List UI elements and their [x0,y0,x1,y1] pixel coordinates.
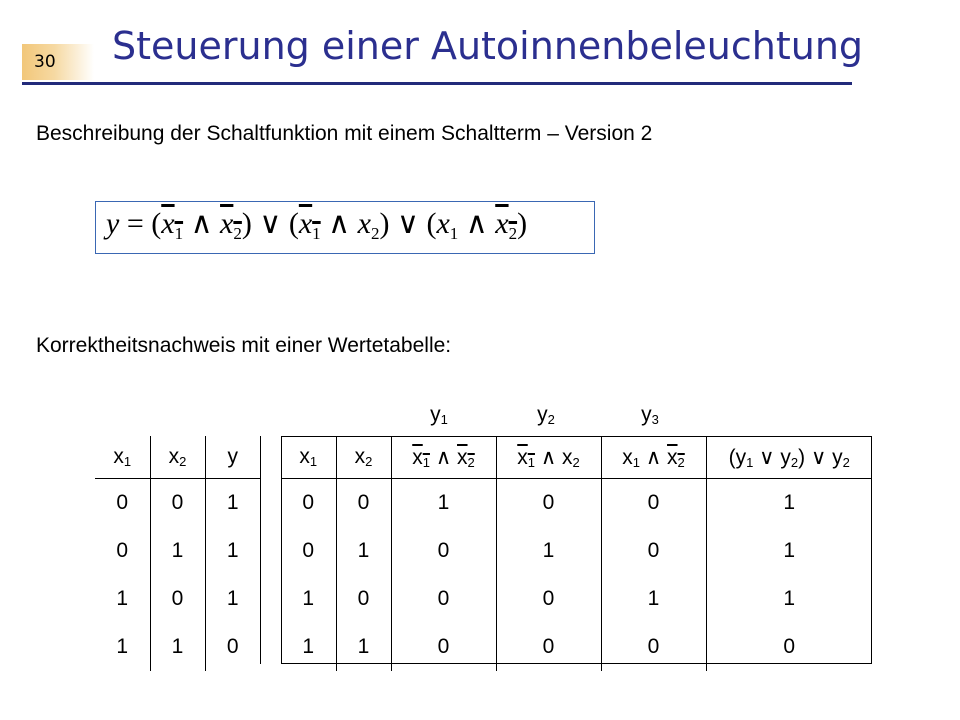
header-x1-and-not-x2: $x_1$ ∧ $x_2$ [601,436,706,479]
cell: 0 [496,479,601,528]
header-x1: $x_1$ [281,436,336,479]
cell: 1 [601,575,706,623]
cell: 1 [150,623,205,671]
cell: 0 [496,575,601,623]
cell: 1 [706,575,872,623]
cell: 1 [496,527,601,575]
table-row [281,479,872,528]
cell: 1 [391,479,496,528]
formula-and: ∧ [465,207,488,240]
formula-or: ∨ [396,207,419,240]
cell: 0 [205,623,260,671]
formula-eq: = [119,207,152,240]
cell: 1 [205,479,260,528]
header-x1: $x_1$ [95,436,150,479]
header-result: ($y_1$ ∨ $y_2$) ∨ $y_2$ [706,436,872,479]
formula-or: ∨ [259,207,282,240]
cell: 1 [336,527,391,575]
cell: 1 [150,527,205,575]
formula-var: x [220,207,234,240]
label-y2: $y_2$ [537,403,555,427]
header-x2: $x_2$ [150,436,205,479]
cell: 0 [150,575,205,623]
table-row [281,575,872,623]
cell: 1 [205,527,260,575]
slide-title: Steuerung einer Autoinnenbeleuchtung [112,24,864,68]
header-y: y [205,436,260,479]
cell: 1 [116,587,129,610]
cell: 0 [116,539,129,562]
cell: 1 [116,635,129,658]
cell: 0 [601,479,706,528]
table-row [95,527,260,575]
proof-label: Korrektheitsnachweis mit einer Wertetabelle: [36,334,452,357]
cell: 0 [391,623,496,671]
cell: 0 [302,491,315,514]
slide-number: 30 [22,44,94,80]
formula-sub: 1 [174,224,184,243]
formula-var: x [495,207,509,240]
formula-var: x [357,207,371,240]
cell: 1 [302,587,315,610]
truth-table-1 [95,436,260,671]
formula-var: x [298,207,313,240]
formula-lhs: y [106,207,120,240]
formula-var: x [436,207,450,240]
cell: 0 [601,527,706,575]
cell: 0 [391,527,496,575]
table-row [95,623,260,671]
formula-sub: 2 [370,224,380,243]
formula-sub: 1 [449,224,459,243]
formula-sub: 1 [312,224,321,243]
formula-sub: 2 [508,224,518,243]
cell: 1 [336,623,391,671]
table-row [281,527,872,575]
cell: 0 [116,491,129,514]
formula-and: ∧ [328,207,351,240]
formula-sub: 2 [233,224,242,243]
cell: 0 [302,539,315,562]
table-header-row [281,436,872,479]
cell: 1 [706,479,872,528]
label-y3: $y_3$ [641,403,659,427]
table-row [95,575,260,623]
cell: 0 [150,479,205,528]
header-not-x1-and-not-x2: $x_1$ ∧ $x_2$ [391,436,496,479]
truth-table-2 [281,436,872,671]
subtitle: Beschreibung der Schaltfunktion mit einem Schaltterm – Version 2 [36,122,653,145]
header-not-x1-and-x2: $x_1$ ∧ $x_2$ [496,436,601,479]
cell: 0 [496,623,601,671]
cell: 0 [601,623,706,671]
cell: 0 [336,479,391,528]
cell: 1 [302,635,315,658]
formula-var: x [161,207,175,240]
cell: 0 [706,623,872,671]
cell: 0 [336,575,391,623]
cell: 1 [205,575,260,623]
cell: 1 [706,527,872,575]
formula-and: ∧ [190,207,213,240]
table-header-row [95,436,260,479]
header-x2: $x_2$ [336,436,391,479]
cell: 0 [391,575,496,623]
table-row [95,479,260,528]
table-row [281,623,872,671]
formula: $y = (x_1$ ∧ $x_2$) ∨ ($x_1$ ∧ $x_2$) ∨ ($x_1$ ∧ $x_2$) [106,207,528,243]
title-rule [22,82,852,85]
label-y1: $y_1$ [430,403,448,427]
